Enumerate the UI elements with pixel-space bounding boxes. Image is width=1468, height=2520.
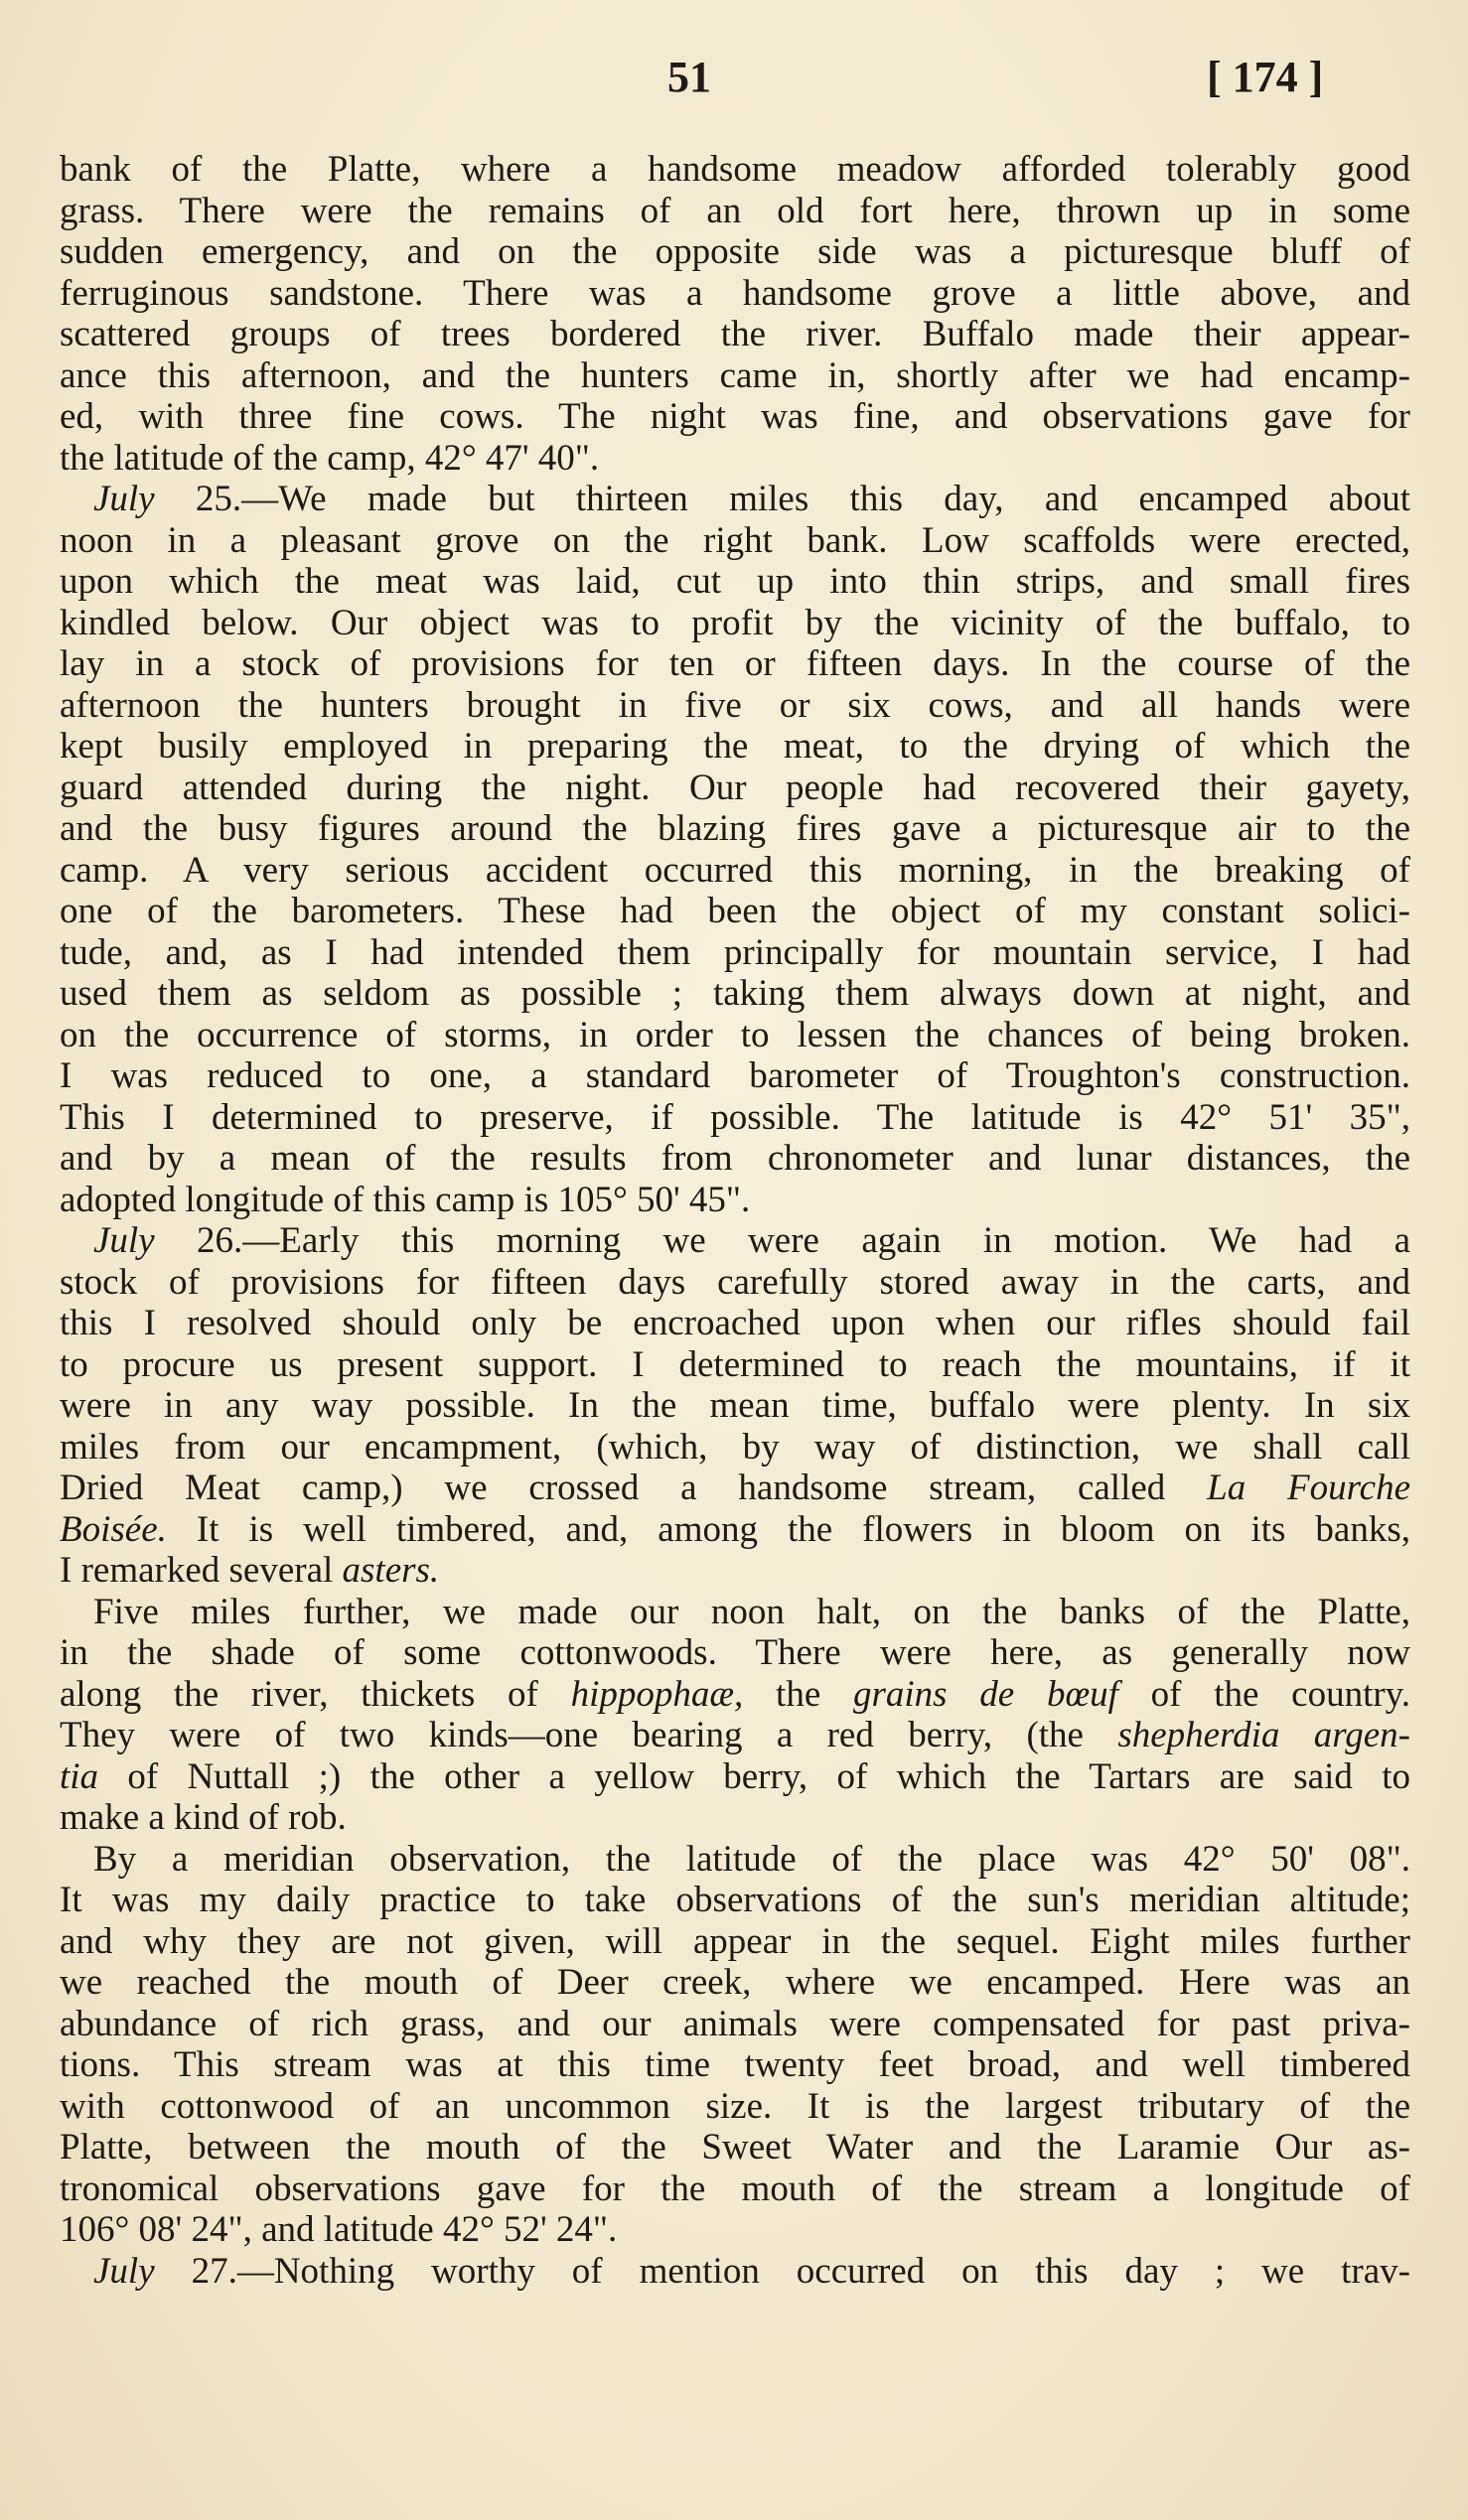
text-line (60, 1468, 1410, 1509)
line-text: It is well timbered, and, among the flowers in bloom on its banks, (166, 1508, 1410, 1550)
text-line (60, 1839, 1410, 1881)
italic-text: Boisée. (60, 1508, 167, 1550)
italic-text: shepherdia argen- (1117, 1715, 1410, 1755)
line-text: bank of the Platte, where a handsome meadow afforded tolerably good (60, 149, 1410, 190)
text-line (60, 1385, 1410, 1427)
line-text: and the busy figures around the blazing fires gave a picturesque air to the (60, 808, 1410, 849)
line-text: were in any way possible. In the mean time, buffalo were plenty. In six (60, 1385, 1410, 1426)
text-line (60, 396, 1410, 438)
text-line (60, 1055, 1410, 1097)
document-number: [ 174 ] (1207, 53, 1324, 101)
text-line (60, 1756, 1410, 1798)
text-line (60, 808, 1410, 850)
text-line (60, 438, 1410, 480)
text-line (60, 1632, 1410, 1674)
text-line (60, 2044, 1410, 2086)
text-line (60, 726, 1410, 768)
text-line (60, 973, 1410, 1015)
line-text: kindled below. Our object was to profit by the vicinity of the buffalo, to (60, 602, 1410, 643)
line-text: kept busily employed in preparing the meat, to the drying of which the (60, 726, 1410, 767)
line-text: I remarked several (60, 1550, 343, 1591)
line-text: They were of two kinds—one bearing a red berry, (the (60, 1715, 1118, 1755)
line-text: 106° 08' 24", and latitude 42° 52' 24". (60, 2209, 618, 2250)
text-line (60, 2127, 1410, 2169)
text-line (60, 1715, 1410, 1756)
line-text: noon in a pleasant grove on the right bank. Low scaffolds were erected, (60, 519, 1410, 561)
text-line (60, 1015, 1410, 1056)
line-text: I was reduced to one, a standard barometer of Troughton's construction. (60, 1055, 1410, 1096)
text-line (60, 1427, 1410, 1469)
line-text: camp. A very serious accident occurred this morning, in the breaking of (60, 849, 1410, 891)
text-line (60, 1138, 1410, 1180)
text-line (60, 1674, 1410, 1716)
page-header (0, 42, 1468, 121)
line-text: This I determined to preserve, if possible. The latitude is 42° 51' 35", (60, 1096, 1410, 1138)
line-text: By a meridian observation, the latitude of the place was 42° 50' 08". (93, 1838, 1410, 1880)
line-text: Dried Meat camp,) we crossed a handsome stream, called (60, 1468, 1208, 1508)
line-text: of the country. (1117, 1673, 1410, 1715)
line-text: tions. This stream was at this time twenty feet broad, and well timbered (60, 2044, 1410, 2085)
text-line (60, 520, 1410, 562)
text-line (60, 1220, 1410, 1262)
text-line (60, 643, 1410, 685)
line-text: and by a mean of the results from chronometer and lunar distances, the (60, 1138, 1410, 1179)
line-text: ed, with three fine cows. The night was fine, and observations gave for (60, 396, 1410, 437)
text-line (60, 1921, 1410, 1963)
line-text: make a kind of rob. (60, 1797, 347, 1838)
text-line (60, 685, 1410, 727)
italic-text: La Fourche (1207, 1468, 1410, 1508)
text-line (60, 2004, 1410, 2045)
text-line (60, 932, 1410, 974)
text-line (60, 1097, 1410, 1139)
line-text: afternoon the hunters brought in five or six cows, and all hands were (60, 684, 1410, 726)
line-text: miles from our encampment, (which, by way of distinction, we shall call (60, 1426, 1410, 1468)
text-line (60, 355, 1410, 397)
italic-text: asters. (342, 1550, 440, 1591)
text-line (60, 1880, 1410, 1921)
line-text: and why they are not given, will appear in the sequel. Eight miles further (60, 1920, 1410, 1962)
text-line (60, 1344, 1410, 1386)
entry-date: July (93, 1220, 155, 1261)
line-text: adopted longitude of this camp is 105° 50' 45". (60, 1179, 751, 1220)
line-text: tronomical observations gave for the mouth of the stream a longitude of (60, 2168, 1410, 2209)
line-text: It was my daily practice to take observations of the sun's meridian altitude; (60, 1880, 1410, 1920)
line-text: ance this afternoon, and the hunters came in, shortly after we had encamp- (60, 354, 1410, 396)
body-text (60, 149, 1410, 2292)
line-text: upon which the meat was laid, cut up into thin strips, and small fires (60, 561, 1410, 602)
text-line (60, 149, 1410, 191)
text-line (60, 768, 1410, 809)
line-text: the latitude of the camp, 42° 47' 40". (60, 437, 600, 479)
text-line (60, 231, 1410, 273)
line-text: with cottonwood of an uncommon size. It is the largest tributary of the (60, 2085, 1410, 2127)
line-text: along the river, thickets of (60, 1673, 571, 1715)
line-text: Platte, between the mouth of the Sweet Water and the Laramie Our as- (60, 2127, 1410, 2168)
line-text: stock of provisions for fifteen days carefully stored away in the carts, and (60, 1261, 1410, 1303)
text-line (60, 479, 1410, 520)
text-line (60, 2169, 1410, 2210)
italic-text: grains de bœuf (852, 1673, 1118, 1715)
line-text: sudden emergency, and on the opposite side was a picturesque bluff of (60, 231, 1410, 272)
text-line (60, 603, 1410, 644)
text-line (60, 2086, 1410, 2128)
text-line (60, 1303, 1410, 1344)
line-text: 25.—We made but thirteen miles this day, and encamped about (154, 479, 1410, 519)
line-text: scattered groups of trees bordered the river. Buffalo made their appear- (60, 314, 1410, 354)
text-line (60, 1592, 1410, 1633)
text-line (60, 1550, 1410, 1592)
text-line (60, 2251, 1410, 2293)
line-text: the (743, 1673, 853, 1715)
text-line (60, 1262, 1410, 1304)
text-line (60, 891, 1410, 932)
text-line (60, 850, 1410, 892)
entry-date: July (93, 479, 155, 519)
text-line (60, 1797, 1410, 1839)
text-line (60, 1180, 1410, 1221)
text-line (60, 2209, 1410, 2251)
italic-text: tia (60, 1755, 99, 1797)
line-text: one of the barometers. These had been the object of my constant solici- (60, 891, 1410, 931)
line-text: 26.—Early this morning we were again in motion. We had a (154, 1220, 1410, 1261)
line-text: abundance of rich grass, and our animals were compensated for past priva- (60, 2003, 1410, 2044)
line-text: ferruginous sandstone. There was a handsome grove a little above, and (60, 272, 1410, 314)
line-text: grass. There were the remains of an old fort here, thrown up in some (60, 190, 1410, 231)
line-text: 27.—Nothing worthy of mention occurred on this day ; we trav- (154, 2250, 1410, 2292)
line-text: guard attended during the night. Our people had recovered their gayety, (60, 767, 1410, 808)
line-text: we reached the mouth of Deer creek, where we encamped. Here was an (60, 1962, 1410, 2003)
text-line (60, 1962, 1410, 2004)
line-text: of Nuttall ;) the other a yellow berry, of which the Tartars are said to (98, 1755, 1410, 1797)
text-line (60, 561, 1410, 603)
text-line (60, 273, 1410, 315)
line-text: this I resolved should only be encroached upon when our rifles should fail (60, 1303, 1410, 1343)
italic-text: hippophaæ, (570, 1673, 744, 1715)
line-text: used them as seldom as possible ; taking them always down at night, and (60, 973, 1410, 1014)
line-text: lay in a stock of provisions for ten or fifteen days. In the course of the (60, 643, 1410, 684)
line-text: to procure us present support. I determined to reach the mountains, if it (60, 1343, 1410, 1385)
line-text: tude, and, as I had intended them principally for mountain service, I had (60, 931, 1410, 973)
line-text: in the shade of some cottonwoods. There were here, as generally now (60, 1632, 1410, 1673)
line-text: Five miles further, we made our noon halt, on the banks of the Platte, (93, 1591, 1410, 1632)
text-line (60, 1509, 1410, 1551)
line-text: on the occurrence of storms, in order to lessen the chances of being broken. (60, 1014, 1410, 1055)
text-line (60, 314, 1410, 355)
page-number: 51 (667, 53, 711, 101)
entry-date: July (93, 2250, 155, 2292)
text-line (60, 191, 1410, 232)
